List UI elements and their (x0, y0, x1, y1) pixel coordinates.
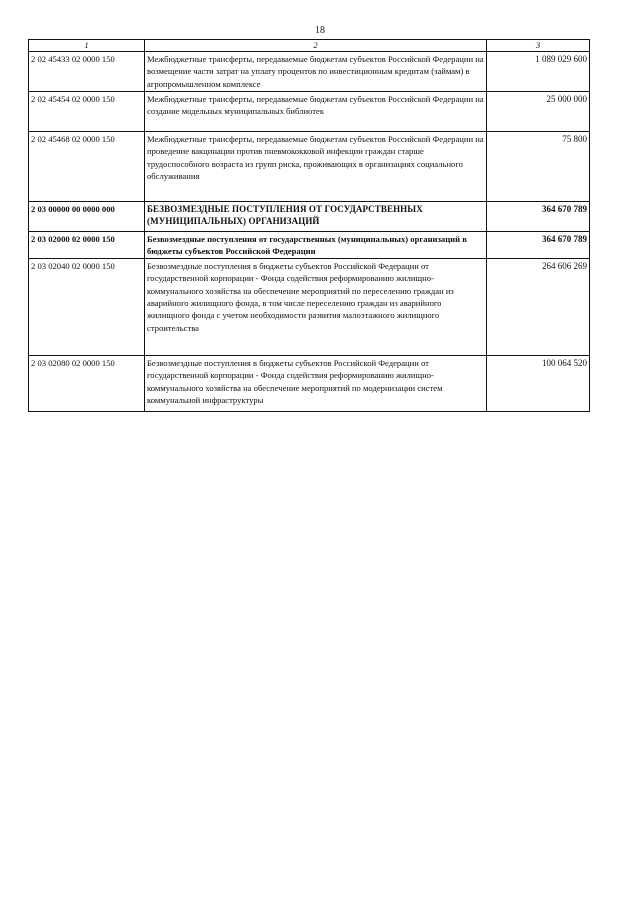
row-name: Безвозмездные поступления в бюджеты субъектов Российской Федерации от государственной корпорации - Фонда содействия реформированию жилищно-коммунального хозяйства на обеспечение мероприятий по модернизации систем коммунальной инфраструктуры (145, 355, 487, 411)
table-row (29, 52, 590, 92)
row-amount: 100 064 520 (487, 355, 590, 411)
table-row (29, 132, 590, 202)
row-name: Безвозмездные поступления в бюджеты субъектов Российской Федерации от государственной корпорации - Фонда содействия реформированию жилищно-коммунального хозяйства на обеспечение мероприятий по переселению граждан из аварийного жилищного фонда, в том числе переселению граждан из аварийного жилищного фонда с учетом необходимости развития малоэтажного жилищного строительства (145, 258, 487, 355)
row-amount: 264 606 269 (487, 258, 590, 355)
column-header-amount: 3 (487, 40, 590, 52)
row-name: Безвозмездные поступления от государственных (муниципальных) организаций в бюджеты субъектов Российской Федерации (145, 232, 487, 259)
row-code: 2 03 02040 02 0000 150 (29, 258, 145, 355)
table-row (29, 355, 590, 411)
row-amount: 364 670 789 (487, 232, 590, 259)
row-amount: 25 000 000 (487, 92, 590, 132)
column-header-name: 2 (145, 40, 487, 52)
table-row (29, 92, 590, 132)
row-code: 2 03 02080 02 0000 150 (29, 355, 145, 411)
table-header-row (29, 40, 590, 52)
table-row-section (29, 202, 590, 232)
page-number: 18 (315, 25, 325, 36)
row-amount: 1 089 029 600 (487, 52, 590, 92)
row-amount: 75 800 (487, 132, 590, 202)
row-code: 2 03 00000 00 0000 000 (29, 202, 145, 232)
row-name: Межбюджетные трансферты, передаваемые бюджетам субъектов Российской Федерации на возмещение части затрат на уплату процентов по инвестиционным кредитам (займам) в агропромышленном комплексе (145, 52, 487, 92)
budget-revenue-table (28, 39, 590, 412)
column-header-code: 1 (29, 40, 145, 52)
row-code: 2 02 45454 02 0000 150 (29, 92, 145, 132)
table-row (29, 258, 590, 355)
row-name: Межбюджетные трансферты, передаваемые бюджетам субъектов Российской Федерации на создание модельных муниципальных библиотек (145, 92, 487, 132)
row-code: 2 02 45468 02 0000 150 (29, 132, 145, 202)
row-code: 2 02 45433 02 0000 150 (29, 52, 145, 92)
row-name: БЕЗВОЗМЕЗДНЫЕ ПОСТУПЛЕНИЯ ОТ ГОСУДАРСТВЕННЫХ (МУНИЦИПАЛЬНЫХ) ОРГАНИЗАЦИЙ (145, 202, 487, 232)
row-name: Межбюджетные трансферты, передаваемые бюджетам субъектов Российской Федерации на проведение вакцинации против пневмококковой инфекции граждан старше трудоспособного возраста из групп риска, проживающих в организациях социального обслуживания (145, 132, 487, 202)
row-amount: 364 670 789 (487, 202, 590, 232)
row-code: 2 03 02000 02 0000 150 (29, 232, 145, 259)
table-row-subsection (29, 232, 590, 259)
